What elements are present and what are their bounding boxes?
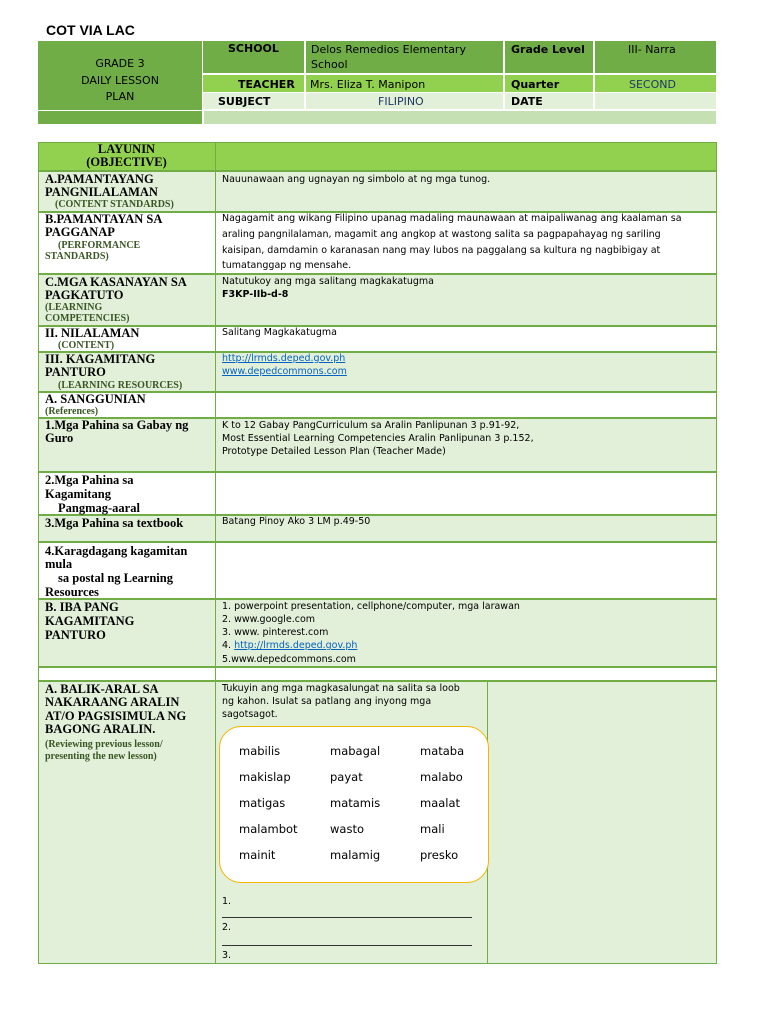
other-resources-value-5: 5.www.depedcommons.com: [222, 654, 356, 665]
word-cell: mabagal: [330, 744, 381, 758]
divider: [215, 392, 216, 418]
lrmds-link-2[interactable]: http://lrmds.deped.gov.ph: [234, 640, 358, 651]
quarter-value: SECOND: [629, 78, 676, 91]
header-footer-left: [38, 111, 202, 124]
school-value-line-1: Delos Remedios Elementary: [311, 43, 466, 56]
document-title: COT VIA LAC: [46, 22, 135, 38]
competencies-sub-1: (LEARNING: [45, 302, 103, 313]
plan-title-line-1: GRADE 3: [95, 57, 145, 70]
teacher-guide-value-3: Prototype Detailed Lesson Plan (Teacher Made): [222, 446, 446, 457]
divider: [215, 472, 216, 515]
word-cell: matigas: [239, 796, 286, 810]
subject-label: SUBJECT: [218, 95, 271, 108]
content-row: [38, 326, 717, 352]
teacher-guide-label-2: Guro: [45, 431, 74, 445]
word-cell: malambot: [239, 822, 298, 836]
depedcommons-link[interactable]: www.depedcommons.com: [222, 366, 347, 377]
other-resources-value-4: [222, 640, 357, 653]
word-cell: maalat: [420, 796, 461, 810]
word-cell: mali: [420, 822, 445, 836]
divider: [215, 352, 216, 392]
quarter-label: Quarter: [511, 78, 560, 91]
answer-line-2[interactable]: [222, 945, 472, 946]
plan-title-line-2: DAILY LESSON: [81, 74, 159, 87]
answer-number-3: 3.: [222, 950, 232, 961]
objective-heading-1: LAYUNIN: [97, 142, 156, 156]
other-resources-label-1: B. IBA PANG: [45, 600, 119, 614]
divider: [215, 418, 216, 472]
objective-heading-2: (OBJECTIVE): [86, 155, 167, 169]
divider: [215, 212, 216, 274]
header-footer-right: [204, 111, 716, 124]
competencies-code: F3KP-IIb-d-8: [222, 289, 289, 300]
grade-value: III- Narra: [628, 43, 676, 56]
teacher-label: TEACHER: [238, 78, 295, 91]
word-cell: wasto: [330, 822, 364, 836]
performance-standards-value-1: Nagagamit ang wikang Filipino upanag madaling maunawaan at maipaliwanag ang kaalaman sa: [222, 213, 682, 224]
word-cell: malamig: [330, 848, 381, 862]
performance-standards-label-2: PAGGANAP: [45, 225, 115, 239]
school-label: SCHOOL: [228, 42, 279, 55]
review-sub-2: presenting the new lesson): [45, 751, 157, 762]
other-resources-label-3: PANTURO: [45, 628, 106, 642]
divider: [215, 171, 216, 212]
word-cell: matamis: [330, 796, 381, 810]
plan-title-line-3: PLAN: [105, 90, 135, 103]
divider: [215, 681, 216, 964]
additional-materials-label-2: mula: [45, 557, 73, 571]
teacher-guide-value-2: Most Essential Learning Competencies Aralin Panlipunan 3 p.152,: [222, 433, 534, 444]
performance-standards-value-3: kaisipan, damdamin o karanasan nang may lubos na paggalang sa kultura ng nagbibigay at: [222, 245, 661, 256]
competencies-sub-2: COMPETENCIES): [45, 313, 130, 324]
learner-materials-label-3: Pangmag-aaral: [58, 501, 140, 515]
teacher-guide-value-1: K to 12 Gabay PangCurriculum sa Aralin Panlipunan 3 p.91-92,: [222, 420, 520, 431]
competencies-value: Natutukoy ang mga salitang magkakatugma: [222, 276, 434, 287]
review-instruction-1: Tukuyin ang mga magkasalungat na salita sa loob: [222, 683, 460, 694]
content-label: II. NILALAMAN: [45, 326, 140, 340]
divider: [215, 599, 216, 667]
divider: [215, 542, 216, 599]
other-resources-value-1: 1. powerpoint presentation, cellphone/computer, mga larawan: [222, 601, 520, 612]
learner-materials-label-1: 2.Mga Pahina sa: [45, 473, 134, 487]
content-value: Salitang Magkakatugma: [222, 327, 337, 338]
performance-standards-sub-2: STANDARDS): [45, 251, 109, 262]
other-resources-value-2: 2. www.google.com: [222, 614, 316, 625]
references-sub: (References): [45, 406, 99, 417]
word-cell: presko: [420, 848, 459, 862]
review-sub-1: (Reviewing previous lesson/: [45, 739, 163, 750]
competencies-label-1: C.MGA KASANAYAN SA: [45, 275, 187, 289]
performance-standards-sub-1: (PERFORMANCE: [58, 240, 141, 251]
word-cell: mainit: [239, 848, 276, 862]
additional-materials-label-4: Resources: [45, 585, 99, 599]
review-instruction-2: ng kahon. Isulat sa patlang ang inyong mga: [222, 696, 432, 707]
other-resources-value-4-prefix: 4.: [222, 640, 235, 651]
word-cell: makislap: [239, 770, 291, 784]
content-standards-value: Nauunawaan ang ugnayan ng simbolo at ng mga tunog.: [222, 174, 491, 185]
content-sub: (CONTENT): [58, 340, 115, 351]
lrmds-link[interactable]: http://lrmds.deped.gov.ph: [222, 353, 346, 364]
competencies-label-2: PAGKATUTO: [45, 288, 124, 302]
other-resources-label-2: KAGAMITANG: [45, 614, 135, 628]
word-cell: payat: [330, 770, 363, 784]
divider: [215, 274, 216, 326]
teacher-guide-label-1: 1.Mga Pahina sa Gabay ng: [45, 418, 189, 432]
content-standards-label-2: PANGNILALAMAN: [45, 185, 158, 199]
divider: [215, 515, 216, 542]
references-label: A. SANGGUNIAN: [45, 392, 146, 406]
learning-resources-sub: (LEARNING RESOURCES): [58, 380, 183, 391]
answer-number-2: 2.: [222, 922, 232, 933]
review-label-4: BAGONG ARALIN.: [45, 722, 156, 736]
content-standards-label-1: A.PAMANTAYANG: [45, 172, 154, 186]
other-resources-value-3: 3. www. pinterest.com: [222, 627, 329, 638]
word-cell: mataba: [420, 744, 465, 758]
spacer-row: [38, 667, 717, 681]
word-cell: mabilis: [239, 744, 281, 758]
date-value-cell: [595, 93, 716, 109]
review-label-1: A. BALIK-ARAL SA: [45, 682, 159, 696]
divider: [215, 326, 216, 352]
word-cell: malabo: [420, 770, 463, 784]
performance-standards-label-1: B.PAMANTAYAN SA: [45, 212, 163, 226]
performance-standards-value-2: araling pangnilalaman, magamit ang angkop at wastong salita sa pagpapahayag ng sariling: [222, 229, 661, 240]
learner-materials-label-2: Kagamitang: [45, 487, 111, 501]
teacher-value: Mrs. Eliza T. Manipon: [310, 78, 426, 91]
content-standards-sub: (CONTENT STANDARDS): [55, 199, 174, 210]
learning-resources-label-2: PANTURO: [45, 365, 106, 379]
review-instruction-3: sagotsagot.: [222, 709, 278, 720]
school-value-line-2: School: [311, 58, 348, 71]
grade-label: Grade Level: [511, 43, 585, 56]
subject-value: FILIPINO: [378, 95, 424, 108]
textbook-value: Batang Pinoy Ako 3 LM p.49-50: [222, 516, 371, 527]
review-label-3: AT/O PAGSISIMULA NG: [45, 709, 187, 723]
additional-materials-label-3: sa postal ng Learning: [58, 571, 173, 585]
divider: [215, 667, 216, 681]
additional-materials-label-1: 4.Karagdagang kagamitan: [45, 544, 188, 558]
answer-line-1[interactable]: [222, 917, 472, 918]
review-label-2: NAKARAANG ARALIN: [45, 695, 180, 709]
performance-standards-value-4: tumatanggap ng mensahe.: [222, 260, 352, 271]
answer-number-1: 1.: [222, 896, 232, 907]
date-label: DATE: [511, 95, 543, 108]
learning-resources-label-1: III. KAGAMITANG: [45, 352, 156, 366]
textbook-label: 3.Mga Pahina sa textbook: [45, 516, 184, 530]
objective-divider: [215, 142, 216, 171]
